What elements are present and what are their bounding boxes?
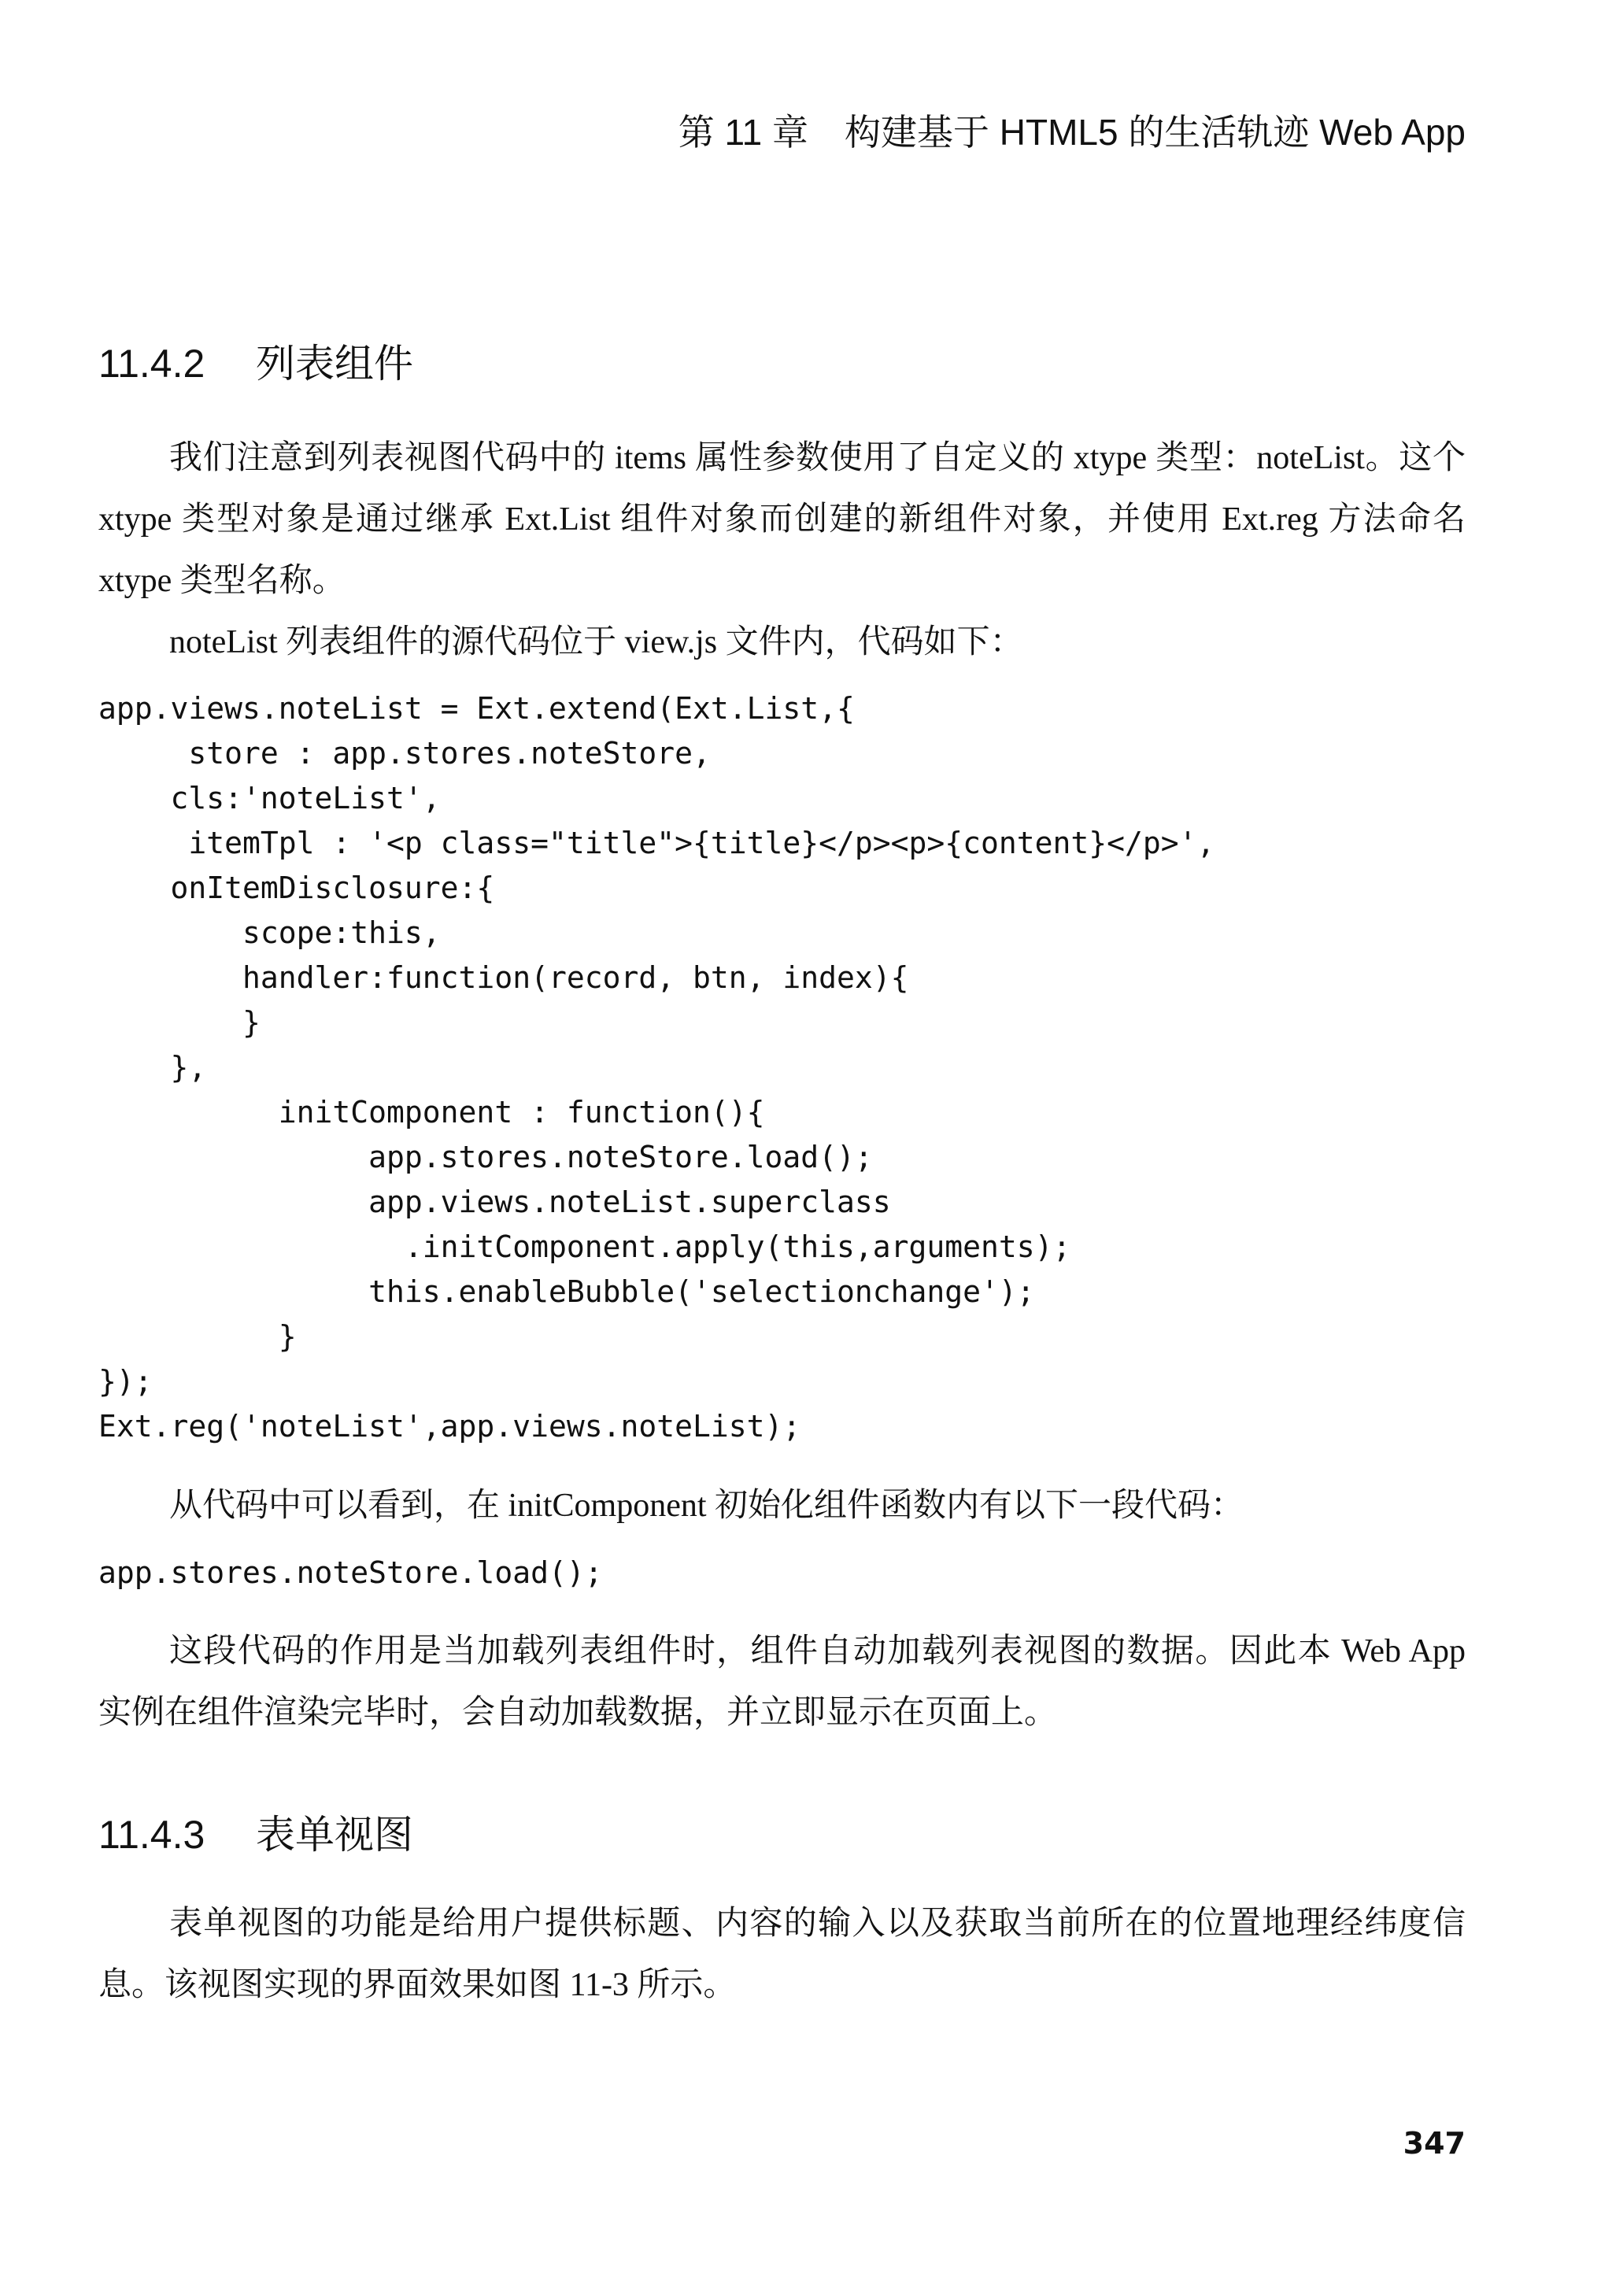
section-title: 表单视图 [256,1813,413,1857]
code-line: itemTpl : '<p class="title">{title}</p><p>{content}</p>', [98,826,1215,860]
running-head: 第 11 章 构建基于 HTML5 的生活轨迹 Web App [678,112,1466,153]
code-block-load [98,1551,603,1595]
paragraph-init-component: 从代码中可以看到，在 initComponent 初始化组件函数内有以下一段代码： [169,1488,1244,1524]
code-line: app.views.noteList.superclass [98,1185,891,1219]
paragraph-form-view: 表单视图的功能是给用户提供标题、内容的输入以及获取当前所在的位置地理经纬度信息。该视图实现的界面效果如图 11-3 所示。 [98,1906,1466,2003]
section-number: 11.4.2 [98,342,205,386]
code-block-notelist [98,686,1215,1449]
code-line: Ext.reg('noteList',app.views.noteList); [98,1409,801,1444]
paragraph-xtype-intro: 我们注意到列表视图代码中的 items 属性参数使用了自定义的 xtype 类型：noteList。这个 xtype 类型对象是通过继承 Ext.List 组件对象而创建的新组件对象，并使用 Ext.reg 方法命名 xtype 类型名称。 [98,440,1466,599]
paragraph-source-location: noteList 列表组件的源代码位于 view.js 文件内，代码如下： [169,624,1023,660]
code-line: initComponent : function(){ [98,1095,765,1130]
code-line: handler:function(record, btn, index){ [98,960,909,995]
code-line: }); [98,1364,153,1399]
section-title: 列表组件 [256,342,413,386]
section-heading-11-4-2 [98,338,413,389]
code-line: } [98,1005,261,1040]
section-heading-11-4-3 [98,1810,413,1860]
code-line: cls:'noteList', [98,781,441,815]
code-line: } [98,1319,297,1354]
code-line: app.stores.noteStore.load(); [98,1555,603,1590]
page-number: 347 [1403,2126,1466,2161]
code-line: store : app.stores.noteStore, [98,736,711,771]
code-line: .initComponent.apply(this,arguments); [98,1229,1071,1264]
code-line: this.enableBubble('selectionchange'); [98,1274,1035,1309]
code-line: onItemDisclosure:{ [98,871,495,905]
code-line: scope:this, [98,915,441,950]
paragraph-load-explanation: 这段代码的作用是当加载列表组件时，组件自动加载列表视图的数据。因此本 Web App 实例在组件渲染完毕时，会自动加载数据，并立即显示在页面上。 [98,1633,1466,1731]
code-line: }, [98,1050,207,1085]
code-line: app.views.noteList = Ext.extend(Ext.List,{ [98,691,855,726]
section-number: 11.4.3 [98,1813,205,1857]
code-line: app.stores.noteStore.load(); [98,1140,873,1174]
